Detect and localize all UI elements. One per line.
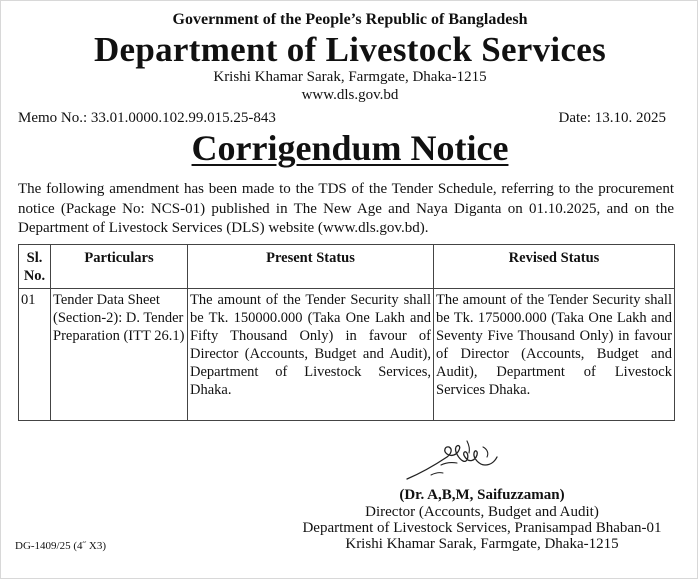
signatory-name: (Dr. A,B,M, Saifuzzaman) bbox=[399, 487, 565, 503]
header-particulars: Particulars bbox=[51, 245, 188, 289]
notice-title bbox=[1, 127, 698, 169]
department-name: Department of Livestock Services bbox=[93, 30, 607, 69]
advert-code: DG-1409/25 (4˝ X3) bbox=[15, 540, 107, 552]
memo-number: Memo No.: 33.01.0000.102.99.015.25-843 bbox=[18, 110, 276, 126]
handwritten-signature bbox=[401, 435, 511, 485]
cell-revised-status: The amount of the Tender Security shall be Tk. 175000.000 (Taka One Lakh and Seventy Five Thousand Only) in favour of Director (Accounts, Budget and Audit), Department of Livestock Services Dhaka. bbox=[434, 289, 675, 421]
intro-paragraph: The following amendment has been made to the TDS of the Tender Schedule, referring to the procurement notice (Package No: NCS-01) published in The New Age and Naya Diganta on 01.10.2025, and on the Department of Livestock Services (DLS) website (www.dls.gov.bd). bbox=[18, 181, 674, 236]
table-row bbox=[19, 289, 675, 421]
notice-title-text: Corrigendum Notice bbox=[191, 128, 509, 168]
department-address: Krishi Khamar Sarak, Farmgate, Dhaka-1215 bbox=[213, 69, 487, 85]
cell-particulars: Tender Data Sheet (Section-2): D. Tender Preparation (ITT 26.1) bbox=[51, 289, 188, 421]
header-present-status: Present Status bbox=[188, 245, 434, 289]
signatory-address: Krishi Khamar Sarak, Farmgate, Dhaka-1215 bbox=[345, 536, 619, 552]
cell-sl-no: 01 bbox=[19, 289, 51, 421]
amendment-table bbox=[18, 244, 675, 421]
department-website: www.dls.gov.bd bbox=[301, 87, 399, 103]
notice-date: Date: 13.10. 2025 bbox=[558, 110, 666, 126]
signatory-office: Department of Livestock Services, Pranisampad Bhaban-01 bbox=[302, 520, 662, 536]
header-sl-no: Sl. No. bbox=[19, 245, 51, 289]
signatory-designation: Director (Accounts, Budget and Audit) bbox=[365, 504, 599, 520]
government-heading: Government of the People’s Republic of Bangladesh bbox=[172, 11, 528, 28]
cell-present-status: The amount of the Tender Security shall be Tk. 150000.000 (Taka One Lakh and Fifty Thousand Only) in favour of Director (Accounts, Budget and Audit), Department of Livestock Services, Dhaka. bbox=[188, 289, 434, 421]
table-header-row bbox=[19, 245, 675, 289]
header-revised-status: Revised Status bbox=[434, 245, 675, 289]
